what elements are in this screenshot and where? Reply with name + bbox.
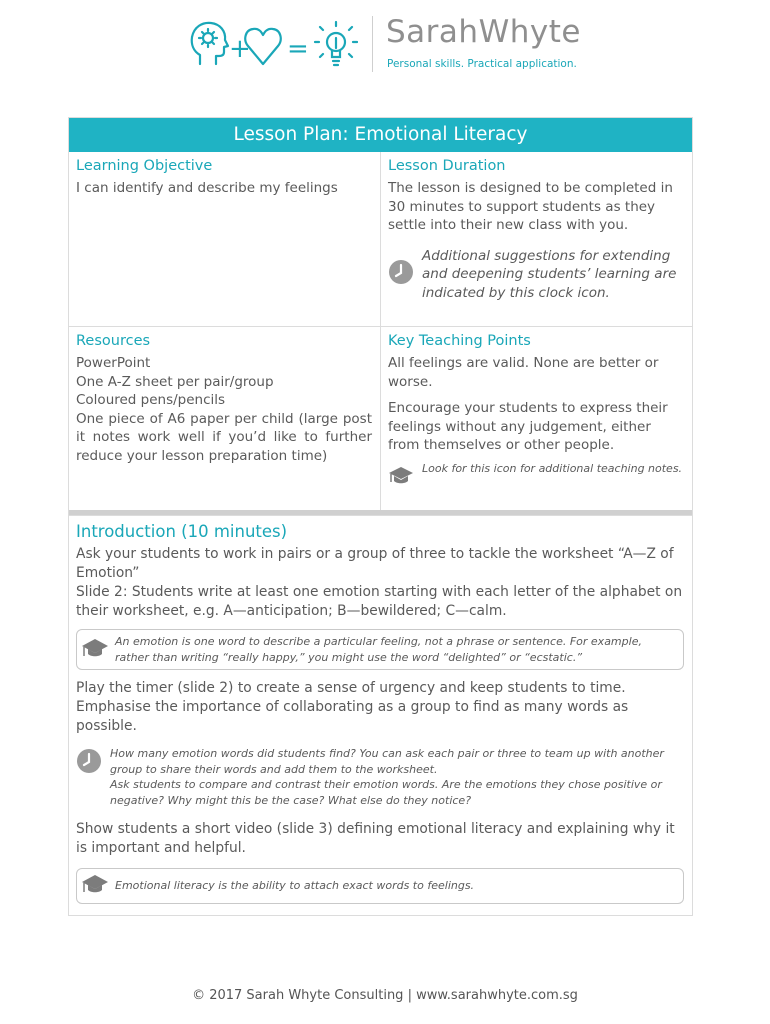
header-logo bbox=[188, 14, 588, 74]
intro-paragraph: Slide 2: Students write at least one emotion starting with each letter of the alphabet on their worksheet, e.g. A—anticipation; B—bewildered; C—calm. bbox=[76, 584, 683, 619]
learning-objective-heading: Learning Objective bbox=[76, 158, 213, 174]
key-points-heading: Key Teaching Points bbox=[388, 333, 531, 349]
logo-icons bbox=[188, 18, 358, 70]
learning-objective-cell bbox=[69, 152, 380, 326]
lesson-duration-cell bbox=[381, 152, 692, 326]
extension-note-text: How many emotion words did students find? You can ask each pair or three to team up with another group to share their words and add them to the worksheet. bbox=[110, 747, 664, 776]
resource-item: One A-Z sheet per pair/group bbox=[76, 373, 274, 390]
intro-paragraph: Play the timer (slide 2) to create a sense of urgency and keep students to time. Emphasise the importance of collaborating as a group to find as many words as possible. bbox=[76, 680, 629, 734]
graduation-cap-icon bbox=[81, 637, 111, 663]
head-gear-icon bbox=[192, 23, 228, 64]
resources-cell bbox=[69, 327, 380, 511]
page-footer: © 2017 Sarah Whyte Consulting | www.sarahwhyte.com.sg bbox=[192, 988, 578, 1003]
callout-text: Emotional literacy is the ability to attach exact words to feelings. bbox=[115, 879, 475, 893]
key-point-text: All feelings are valid. None are better or worse. bbox=[388, 355, 659, 390]
resource-item: Coloured pens/pencils bbox=[76, 392, 226, 408]
lightbulb-icon bbox=[315, 22, 357, 65]
resource-item: One piece of A6 paper per child (large post it notes work well if you’d like to further reduce your lesson preparation time) bbox=[76, 410, 372, 464]
resources-heading: Resources bbox=[76, 333, 151, 349]
intro-paragraph: Ask your students to work in pairs or a group of three to tackle the worksheet “A—Z of Emotion” bbox=[76, 546, 674, 581]
brand-name: SarahWhyte bbox=[386, 14, 581, 50]
key-point-text: Encourage your students to express their feelings without any judgement, either from themselves or other people. bbox=[388, 400, 668, 453]
logo-equals: = bbox=[287, 34, 309, 64]
teaching-note-text: Look for this icon for additional teaching notes. bbox=[422, 461, 683, 475]
clock-icon bbox=[388, 259, 414, 289]
introduction-heading: Introduction (10 minutes) bbox=[76, 522, 288, 541]
introduction-section bbox=[68, 516, 693, 916]
learning-objective-text: I can identify and describe my feelings bbox=[76, 180, 338, 196]
clock-note bbox=[388, 247, 684, 303]
lesson-duration-heading: Lesson Duration bbox=[388, 158, 506, 174]
extension-note-text: Ask students to compare and contrast their emotion words. Are the emotions they chose positive or negative? Why might this be the case? What else do they notice? bbox=[110, 778, 662, 807]
logo-plus: + bbox=[229, 34, 251, 64]
lesson-duration-text: The lesson is designed to be completed in 30 minutes to support students as they settle into their new class with you. bbox=[388, 180, 673, 233]
clock-icon bbox=[76, 748, 104, 778]
callout-text: An emotion is one word to describe a particular feeling, not a phrase or sentence. For example, rather than writing “really happy,” you might use the word “delighted” or “ecstatic.” bbox=[115, 635, 642, 664]
key-teaching-points-cell bbox=[381, 327, 692, 511]
logo-divider bbox=[372, 16, 373, 72]
teaching-callout bbox=[76, 629, 684, 670]
lesson-plan-table bbox=[68, 117, 693, 516]
section-separator bbox=[69, 510, 692, 515]
lesson-title: Lesson Plan: Emotional Literacy bbox=[69, 118, 692, 152]
clock-note-text: Additional suggestions for extending and deepening students’ learning are indicated by this clock icon. bbox=[422, 247, 677, 301]
teaching-callout bbox=[76, 868, 684, 904]
brand-tagline: Personal skills. Practical application. bbox=[387, 58, 577, 70]
resource-item: PowerPoint bbox=[76, 355, 151, 371]
extension-note bbox=[76, 746, 684, 808]
graduation-cap-icon bbox=[81, 873, 111, 899]
intro-paragraph: Show students a short video (slide 3) defining emotional literacy and explaining why it is important and helpful. bbox=[76, 821, 675, 856]
graduation-cap-icon bbox=[388, 465, 414, 489]
teaching-note bbox=[388, 461, 684, 489]
